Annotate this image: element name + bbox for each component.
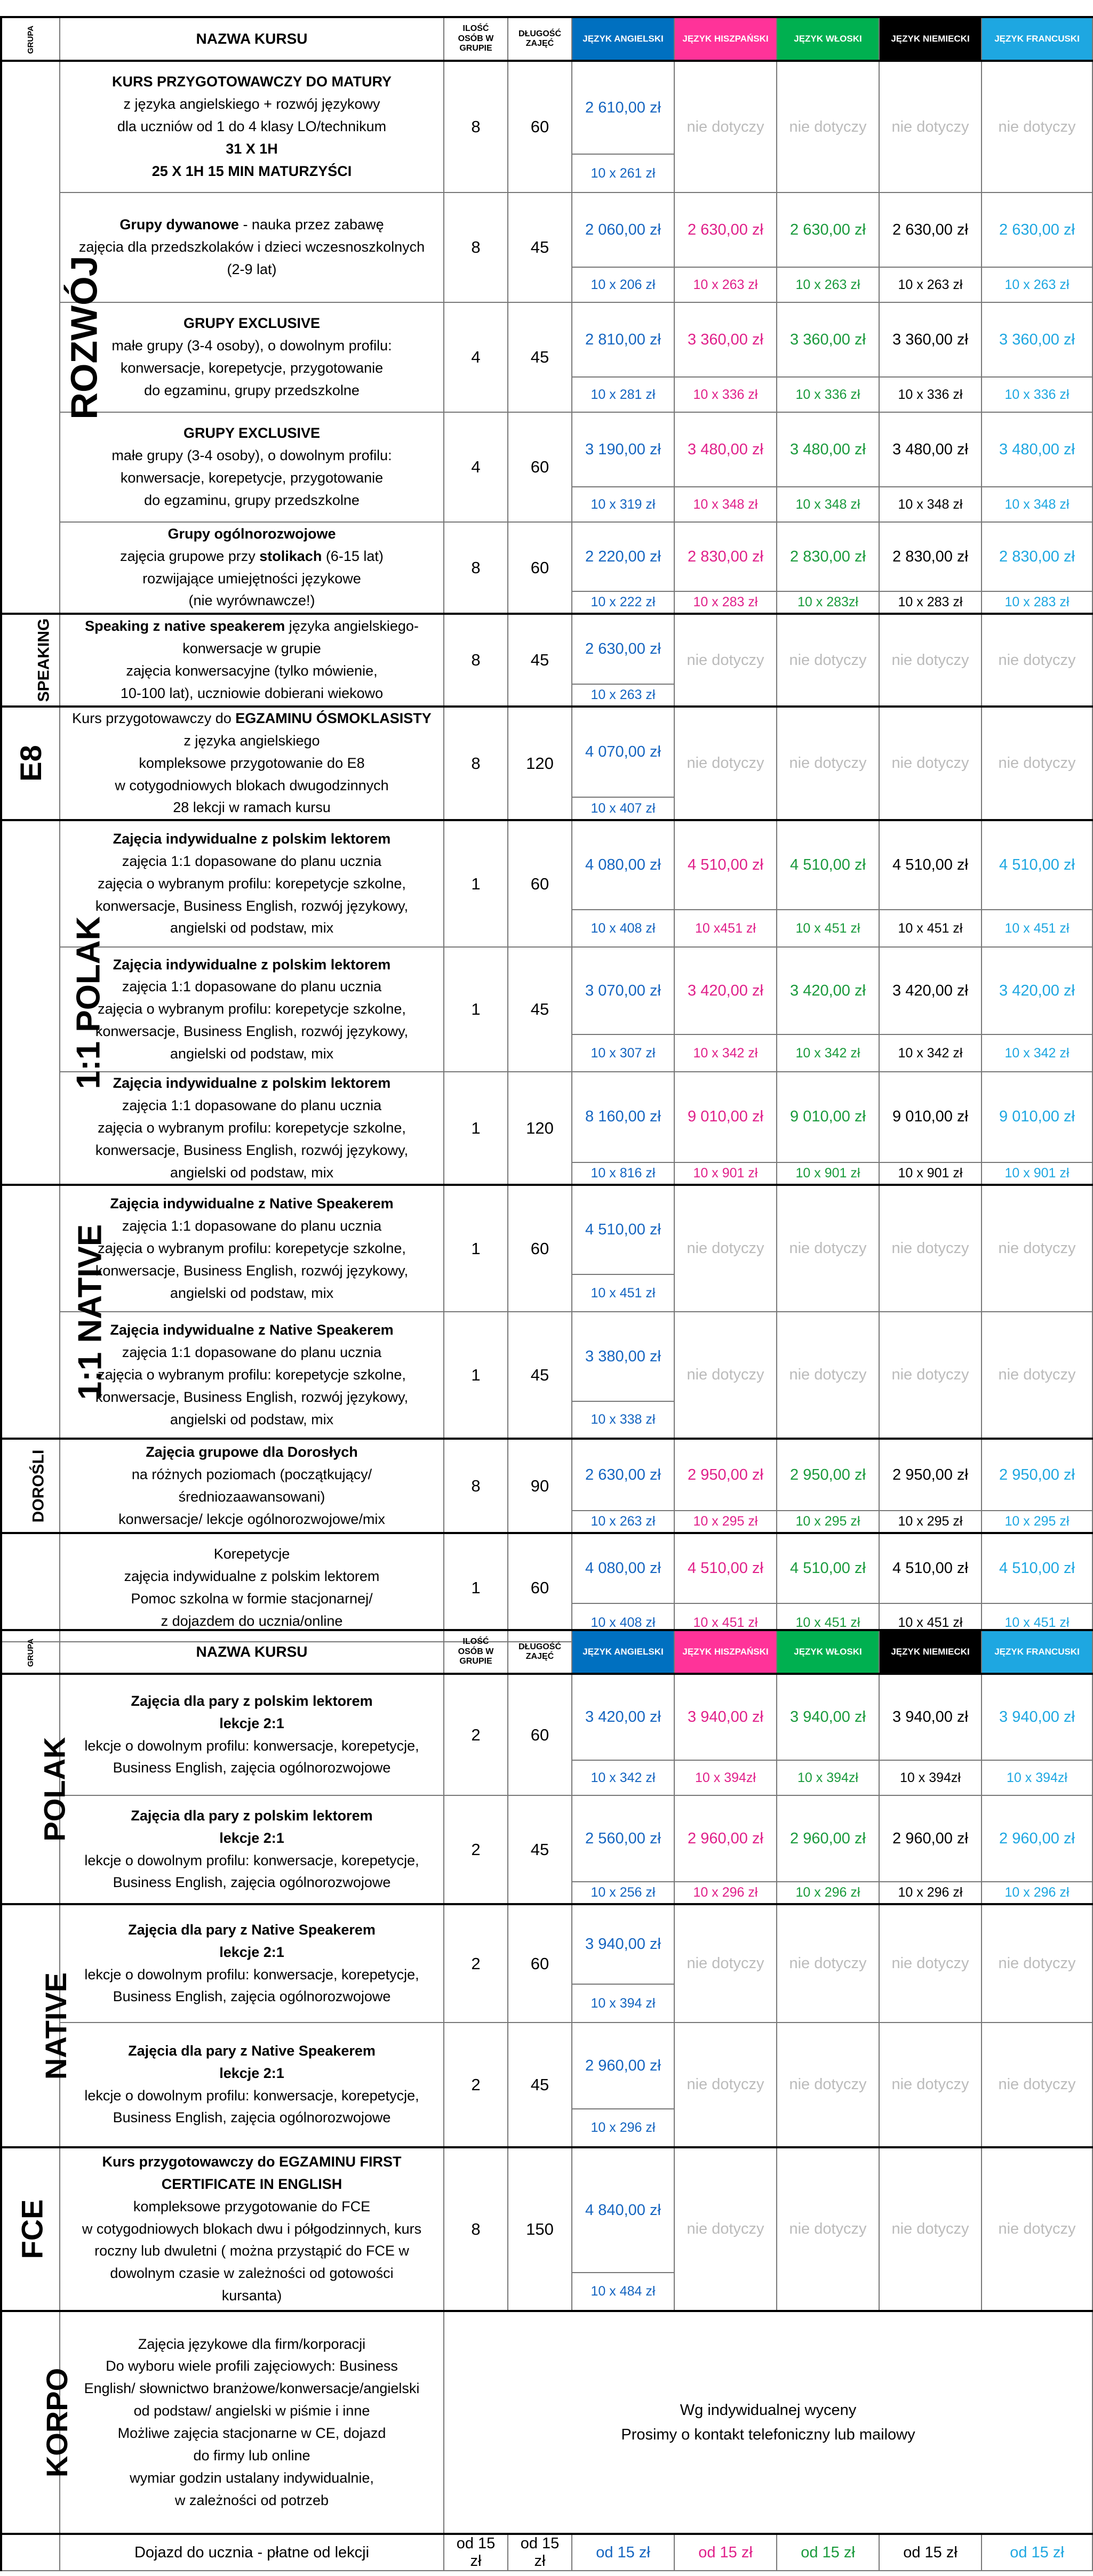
group-size: 1 — [444, 1533, 508, 1642]
course-description: Kurs przygotowawczy do EGZAMINU FIRST CERTIFICATE IN ENGLISH kompleksowe przygotowanie do FCE w cotygodniowych blokach dwu i półgodzinnych, kurs roczny lub dwuletni ( można przystąpić do FCE w dowolnym czasie w zależności od gotowości kursanta) — [60, 2147, 444, 2311]
group-polak11 — [1, 820, 107, 1185]
header-nazwa-kursu: NAZWA KURSU — [60, 1630, 444, 1674]
course-row — [1, 522, 1092, 591]
not-applicable-de: nie dotyczy — [879, 614, 982, 707]
installment-en: 10 x 319 zł — [572, 487, 674, 522]
price-it: 3 480,00 zł — [777, 412, 879, 487]
not-applicable-fr: nie dotyczy — [982, 2147, 1092, 2311]
installment-fr: 10 x 394zł — [982, 1760, 1092, 1795]
not-applicable-it: nie dotyczy — [777, 2023, 879, 2147]
price-en: 2 610,00 zł — [572, 61, 674, 154]
price-it: 4 510,00 zł — [777, 1533, 879, 1603]
installment-de: 10 x 296 zł — [879, 1882, 982, 1904]
lesson-length: 60 — [508, 61, 572, 192]
installment-it: 10 x 342 zł — [777, 1034, 879, 1072]
lesson-length: 60 — [508, 1533, 572, 1642]
not-applicable-it: nie dotyczy — [777, 61, 879, 192]
course-description: Zajęcia indywidualne z polskim lektorem zajęcia 1:1 dopasowane do planu ucznia zajęcia o wybranym profilu: korepetycje szkolne, konwersacje, Business English, rozwój językowy, angielski od podstaw, mix — [60, 1072, 444, 1185]
group-size: 1 — [444, 1072, 508, 1185]
price-es: 2 630,00 zł — [674, 192, 777, 267]
travel-fee-length: od 15 zł — [508, 2534, 572, 2571]
installment-en: 10 x 484 zł — [572, 2273, 674, 2311]
installment-en: 10 x 407 zł — [572, 797, 674, 820]
course-description: Zajęcia indywidualne z Native Speakerem zajęcia 1:1 dopasowane do planu ucznia zajęcia o wybranym profilu: korepetycje szkolne, konwersacje, Business English, rozwój językowy, angielski od podstaw, mix — [60, 1185, 444, 1312]
installment-es: 10 x 451 zł — [674, 1603, 777, 1642]
price-es: 3 420,00 zł — [674, 947, 777, 1034]
group-size: 8 — [444, 192, 508, 302]
travel-fee-size: od 15 zł — [444, 2534, 508, 2571]
lesson-length: 60 — [508, 1674, 572, 1795]
group-e8 — [1, 707, 60, 820]
group-size: 1 — [444, 1312, 508, 1439]
travel-fee-label: Dojazd do ucznia - płatne od lekcji — [60, 2534, 444, 2571]
course-row — [1, 302, 1092, 377]
installment-it: 10 x 451 zł — [777, 910, 879, 947]
price-fr: 3 940,00 zł — [982, 1674, 1092, 1760]
header-grupa — [1, 1630, 60, 1674]
travel-fee-en: od 15 zł — [572, 2534, 674, 2571]
price-es: 4 510,00 zł — [674, 1533, 777, 1603]
installment-de: 10 x 263 zł — [879, 267, 982, 302]
group-size: 2 — [444, 2023, 508, 2147]
price-en: 2 060,00 zł — [572, 192, 674, 267]
installment-en: 10 x 342 zł — [572, 1760, 674, 1795]
group-size: 2 — [444, 1795, 508, 1904]
installment-fr: 10 x 283 zł — [982, 591, 1092, 614]
lesson-length: 120 — [508, 707, 572, 820]
course-description: Zajęcia dla pary z polskim lektorem lekcje 2:1 lekcje o dowolnym profilu: konwersacje, korepetycje, Business English, zajęcia ogólnorozwojowe — [60, 1674, 444, 1795]
not-applicable-es: nie dotyczy — [674, 1312, 777, 1439]
price-es: 2 830,00 zł — [674, 522, 777, 591]
price-en: 2 810,00 zł — [572, 302, 674, 377]
not-applicable-de: nie dotyczy — [879, 2147, 982, 2311]
installment-en: 10 x 263 zł — [572, 684, 674, 707]
header-lang-it: JĘZYK WŁOSKI — [777, 17, 879, 61]
course-row — [1, 614, 1092, 684]
header-lang-de: JĘZYK NIEMIECKI — [879, 1630, 982, 1674]
group-label: ROZWÓJ — [63, 255, 105, 420]
installment-en: 10 x 816 zł — [572, 1162, 674, 1185]
course-row — [1, 1904, 1092, 1984]
lesson-length: 60 — [508, 412, 572, 522]
price-es: 9 010,00 zł — [674, 1072, 777, 1162]
travel-fee-fr: od 15 zł — [982, 2534, 1092, 2571]
header-lang-fr: JĘZYK FRANCUSKI — [982, 1630, 1092, 1674]
installment-es: 10 x 295 zł — [674, 1511, 777, 1533]
price-en: 3 070,00 zł — [572, 947, 674, 1034]
not-applicable-de: nie dotyczy — [879, 707, 982, 820]
course-row — [1, 1795, 1092, 1882]
course-row — [1, 2147, 1092, 2273]
installment-it: 10 x 901 zł — [777, 1162, 879, 1185]
installment-de: 10 x 901 zł — [879, 1162, 982, 1185]
course-row — [1, 1072, 1092, 1162]
course-description: Grupy ogólnorozwojowe zajęcia grupowe przy stolikach (6-15 lat) rozwijające umiejętności językowe (nie wyrównawcze!) — [60, 522, 444, 614]
group-size: 8 — [444, 707, 508, 820]
installment-en: 10 x 408 zł — [572, 910, 674, 947]
installment-en: 10 x 263 zł — [572, 1511, 674, 1533]
course-row — [1, 412, 1092, 487]
korpo-row — [1, 2311, 1092, 2534]
price-it: 3 940,00 zł — [777, 1674, 879, 1760]
course-description: Zajęcia dla pary z polskim lektorem lekcje 2:1 lekcje o dowolnym profilu: konwersacje, korepetycje, Business English, zajęcia ogólnorozwojowe — [60, 1795, 444, 1904]
installment-es: 10 x 283 zł — [674, 591, 777, 614]
not-applicable-fr: nie dotyczy — [982, 1312, 1092, 1439]
group-label: KORPO — [40, 2368, 74, 2477]
installment-es: 10 x 263 zł — [674, 267, 777, 302]
group-label: E8 — [14, 745, 47, 782]
price-es: 3 940,00 zł — [674, 1674, 777, 1760]
group-rozwoj — [1, 61, 105, 614]
group-size: 8 — [444, 2147, 508, 2311]
not-applicable-fr: nie dotyczy — [982, 614, 1092, 707]
installment-fr: 10 x 263 zł — [982, 267, 1092, 302]
group-dorosli — [1, 1439, 60, 1533]
installment-de: 10 x 295 zł — [879, 1511, 982, 1533]
course-description: Zajęcia grupowe dla Dorosłych na różnych poziomach (początkujący/ średniozaawansowani) konwersacje/ lekcje ogólnorozwojowe/mix — [60, 1439, 444, 1533]
group-size: 4 — [444, 412, 508, 522]
not-applicable-it: nie dotyczy — [777, 1904, 879, 2023]
installment-es: 10 x 394zł — [674, 1760, 777, 1795]
group-label: POLAK — [37, 1737, 71, 1841]
group-size: 8 — [444, 614, 508, 707]
lesson-length: 45 — [508, 947, 572, 1072]
group-size: 2 — [444, 1674, 508, 1795]
course-description: Zajęcia dla pary z Native Speakerem lekcje 2:1 lekcje o dowolnym profilu: konwersacje, korepetycje, Business English, zajęcia ogólnorozwojowe — [60, 1904, 444, 2023]
lesson-length: 90 — [508, 1439, 572, 1533]
installment-en: 10 x 222 zł — [572, 591, 674, 614]
header-lang-it: JĘZYK WŁOSKI — [777, 1630, 879, 1674]
course-description: Grupy dywanowe - nauka przez zabawę zajęcia dla przedszkolaków i dzieci wczesnoszkolnych (2-9 lat) — [60, 192, 444, 302]
header-nazwa-kursu: NAZWA KURSU — [60, 17, 444, 61]
lesson-length: 45 — [508, 192, 572, 302]
header-lang-es: JĘZYK HISZPAŃSKI — [674, 1630, 777, 1674]
installment-en: 10 x 307 zł — [572, 1034, 674, 1072]
price-it: 2 830,00 zł — [777, 522, 879, 591]
installment-de: 10 x 336 zł — [879, 377, 982, 412]
header-row — [1, 17, 1092, 61]
lesson-length: 60 — [508, 1185, 572, 1312]
installment-fr: 10 x 336 zł — [982, 377, 1092, 412]
price-it: 9 010,00 zł — [777, 1072, 879, 1162]
lesson-length: 45 — [508, 614, 572, 707]
price-es: 4 510,00 zł — [674, 820, 777, 910]
not-applicable-fr: nie dotyczy — [982, 61, 1092, 192]
not-applicable-de: nie dotyczy — [879, 1904, 982, 2023]
price-de: 3 360,00 zł — [879, 302, 982, 377]
course-description: Zajęcia indywidualne z polskim lektorem zajęcia 1:1 dopasowane do planu ucznia zajęcia o wybranym profilu: korepetycje szkolne, konwersacje, Business English, rozwój językowy, angielski od podstaw, mix — [60, 820, 444, 947]
not-applicable-fr: nie dotyczy — [982, 1185, 1092, 1312]
price-table-1 — [0, 16, 1093, 1642]
installment-fr: 10 x 296 zł — [982, 1882, 1092, 1904]
installment-es: 10 x 336 zł — [674, 377, 777, 412]
price-es: 3 360,00 zł — [674, 302, 777, 377]
price-en: 3 190,00 zł — [572, 412, 674, 487]
price-it: 4 510,00 zł — [777, 820, 879, 910]
group-size: 8 — [444, 522, 508, 614]
installment-de: 10 x 348 zł — [879, 487, 982, 522]
not-applicable-it: nie dotyczy — [777, 614, 879, 707]
header-dlugosc-zajec: DŁUGOŚĆ ZAJĘĆ — [508, 17, 572, 61]
not-applicable-it: nie dotyczy — [777, 2147, 879, 2311]
travel-fee-row — [1, 2534, 1092, 2571]
price-it: 3 420,00 zł — [777, 947, 879, 1034]
installment-de: 10 x 283 zł — [879, 591, 982, 614]
price-fr: 2 830,00 zł — [982, 522, 1092, 591]
installment-es: 10 x 901 zł — [674, 1162, 777, 1185]
price-fr: 2 630,00 zł — [982, 192, 1092, 267]
installment-en: 10 x 256 zł — [572, 1882, 674, 1904]
group-size: 1 — [444, 947, 508, 1072]
installment-it: 10 x 394zł — [777, 1760, 879, 1795]
group-empty — [1, 1533, 60, 1642]
price-en: 2 630,00 zł — [572, 1439, 674, 1511]
price-en: 4 080,00 zł — [572, 820, 674, 910]
group-size: 8 — [444, 61, 508, 192]
not-applicable-fr: nie dotyczy — [982, 707, 1092, 820]
not-applicable-de: nie dotyczy — [879, 1312, 982, 1439]
not-applicable-es: nie dotyczy — [674, 707, 777, 820]
installment-it: 10 x 283zł — [777, 591, 879, 614]
price-de: 3 940,00 zł — [879, 1674, 982, 1760]
group-size: 8 — [444, 1439, 508, 1533]
price-en: 3 940,00 zł — [572, 1904, 674, 1984]
group-native — [1, 1904, 73, 2147]
price-fr: 2 950,00 zł — [982, 1439, 1092, 1511]
installment-es: 10 x 348 zł — [674, 487, 777, 522]
installment-fr: 10 x 348 zł — [982, 487, 1092, 522]
group-empty — [1, 2534, 60, 2571]
course-description: Zajęcia indywidualne z polskim lektorem zajęcia 1:1 dopasowane do planu ucznia zajęcia o wybranym profilu: korepetycje szkolne, konwersacje, Business English, rozwój językowy, angielski od podstaw, mix — [60, 947, 444, 1072]
not-applicable-de: nie dotyczy — [879, 2023, 982, 2147]
course-row — [1, 61, 1092, 154]
price-en: 4 070,00 zł — [572, 707, 674, 797]
course-description: KURS PRZYGOTOWAWCZY DO MATURY z języka angielskiego + rozwój językowy dla uczniów od 1 do 4 klasy LO/technikum 31 X 1H 25 X 1H 15 MIN MATURZYŚCI — [60, 61, 444, 192]
lesson-length: 60 — [508, 522, 572, 614]
installment-it: 10 x 263 zł — [777, 267, 879, 302]
not-applicable-de: nie dotyczy — [879, 61, 982, 192]
group-native11 — [1, 1185, 109, 1439]
installment-en: 10 x 408 zł — [572, 1603, 674, 1642]
individual-pricing: Wg indywidualnej wyceny Prosimy o kontakt telefoniczny lub mailowy — [444, 2311, 1092, 2534]
price-fr: 3 480,00 zł — [982, 412, 1092, 487]
installment-de: 10 x 394zł — [879, 1760, 982, 1795]
lesson-length: 45 — [508, 2023, 572, 2147]
header-lang-fr: JĘZYK FRANCUSKI — [982, 17, 1092, 61]
group-label: FCE — [15, 2199, 49, 2259]
header-grupa-label: GRUPA — [26, 25, 35, 54]
lesson-length: 60 — [508, 820, 572, 947]
price-fr: 4 510,00 zł — [982, 1533, 1092, 1603]
course-row — [1, 1439, 1092, 1511]
installment-it: 10 x 348 zł — [777, 487, 879, 522]
installment-en: 10 x 281 zł — [572, 377, 674, 412]
installment-de: 10 x 451 zł — [879, 910, 982, 947]
course-row — [1, 1312, 1092, 1401]
korpo-description: Zajęcia językowe dla firm/korporacji Do wyboru wiele profili zajęciowych: Business English/ słownictwo branżowe/konwersacje/angielski od podstaw/ angielski w piśmie i inne Możliwe zajęcia stacjonarne w CE, dojazd do firmy lub online wymiar godzin ustalany indywidualnie, w zależności od potrzeb — [60, 2311, 444, 2534]
group-speaking — [1, 614, 60, 707]
header-row — [1, 1630, 1092, 1674]
course-description: Zajęcia dla pary z Native Speakerem lekcje 2:1 lekcje o dowolnym profilu: konwersacje, korepetycje, Business English, zajęcia ogólnorozwojowe — [60, 2023, 444, 2147]
lesson-length: 60 — [508, 1904, 572, 2023]
price-en: 8 160,00 zł — [572, 1072, 674, 1162]
price-es: 3 480,00 zł — [674, 412, 777, 487]
header-ilosc-osob: ILOŚĆ OSÓB W GRUPIE — [444, 1630, 508, 1674]
price-de: 2 630,00 zł — [879, 192, 982, 267]
price-en: 3 380,00 zł — [572, 1312, 674, 1401]
price-it: 2 630,00 zł — [777, 192, 879, 267]
installment-fr: 10 x 451 zł — [982, 910, 1092, 947]
price-it: 2 950,00 zł — [777, 1439, 879, 1511]
course-description: GRUPY EXCLUSIVE małe grupy (3-4 osoby), o dowolnym profilu: konwersacje, korepetycje, przygotowanie do egzaminu, grupy przedszkolne — [60, 412, 444, 522]
course-row — [1, 947, 1092, 1034]
price-en: 2 630,00 zł — [572, 614, 674, 684]
course-description: Korepetycje zajęcia indywidualne z polskim lektorem Pomoc szkolna w formie stacjonarnej/ z dojazdem do ucznia/online — [60, 1533, 444, 1642]
installment-es: 10 x451 zł — [674, 910, 777, 947]
group-label: NATIVE — [39, 1972, 73, 2080]
installment-fr: 10 x 342 zł — [982, 1034, 1092, 1072]
group-korpo — [1, 2311, 74, 2534]
installment-es: 10 x 296 zł — [674, 1882, 777, 1904]
price-de: 2 960,00 zł — [879, 1795, 982, 1882]
not-applicable-es: nie dotyczy — [674, 1185, 777, 1312]
header-grupa-label: GRUPA — [26, 1638, 35, 1667]
lesson-length: 45 — [508, 1312, 572, 1439]
header-ilosc-osob: ILOŚĆ OSÓB W GRUPIE — [444, 17, 508, 61]
header-lang-en: JĘZYK ANGIELSKI — [572, 1630, 674, 1674]
lesson-length: 120 — [508, 1072, 572, 1185]
price-de: 9 010,00 zł — [879, 1072, 982, 1162]
not-applicable-it: nie dotyczy — [777, 707, 879, 820]
travel-fee-es: od 15 zł — [674, 2534, 777, 2571]
price-fr: 3 420,00 zł — [982, 947, 1092, 1034]
installment-es: 10 x 342 zł — [674, 1034, 777, 1072]
group-label: SPEAKING — [35, 618, 53, 702]
header-lang-de: JĘZYK NIEMIECKI — [879, 17, 982, 61]
price-de: 3 420,00 zł — [879, 947, 982, 1034]
header-lang-en: JĘZYK ANGIELSKI — [572, 17, 674, 61]
header-lang-es: JĘZYK HISZPAŃSKI — [674, 17, 777, 61]
not-applicable-it: nie dotyczy — [777, 1185, 879, 1312]
not-applicable-fr: nie dotyczy — [982, 2023, 1092, 2147]
price-fr: 3 360,00 zł — [982, 302, 1092, 377]
installment-it: 10 x 296 zł — [777, 1882, 879, 1904]
travel-fee-it: od 15 zł — [777, 2534, 879, 2571]
installment-fr: 10 x 901 zł — [982, 1162, 1092, 1185]
price-en: 4 510,00 zł — [572, 1185, 674, 1274]
course-description: Zajęcia indywidualne z Native Speakerem zajęcia 1:1 dopasowane do planu ucznia zajęcia o wybranym profilu: korepetycje szkolne, konwersacje, Business English, rozwój językowy, angielski od podstaw, mix — [60, 1312, 444, 1439]
installment-en: 10 x 394 zł — [572, 1984, 674, 2023]
price-fr: 2 960,00 zł — [982, 1795, 1092, 1882]
course-row — [1, 820, 1092, 910]
price-de: 4 510,00 zł — [879, 1533, 982, 1603]
course-description: Kurs przygotowawczy do EGZAMINU ÓSMOKLASISTY z języka angielskiego kompleksowe przygotowanie do E8 w cotygodniowych blokach dwugodzinnych 28 lekcji w ramach kursu — [60, 707, 444, 820]
travel-fee-de: od 15 zł — [879, 2534, 982, 2571]
group-label: DOROŚLI — [29, 1449, 47, 1523]
not-applicable-es: nie dotyczy — [674, 2147, 777, 2311]
course-row — [1, 707, 1092, 797]
price-en: 2 960,00 zł — [572, 2023, 674, 2109]
not-applicable-es: nie dotyczy — [674, 1904, 777, 2023]
course-row — [1, 192, 1092, 267]
price-es: 2 960,00 zł — [674, 1795, 777, 1882]
course-row — [1, 1533, 1092, 1603]
installment-it: 10 x 451 zł — [777, 1603, 879, 1642]
course-row — [1, 1674, 1092, 1760]
price-es: 2 950,00 zł — [674, 1439, 777, 1511]
installment-fr: 10 x 295 zł — [982, 1511, 1092, 1533]
course-description: GRUPY EXCLUSIVE małe grupy (3-4 osoby), o dowolnym profilu: konwersacje, korepetycje, przygotowanie do egzaminu, grupy przedszkolne — [60, 302, 444, 412]
not-applicable-es: nie dotyczy — [674, 614, 777, 707]
installment-fr: 10 x 451 zł — [982, 1603, 1092, 1642]
lesson-length: 150 — [508, 2147, 572, 2311]
price-de: 2 830,00 zł — [879, 522, 982, 591]
price-de: 2 950,00 zł — [879, 1439, 982, 1511]
price-it: 3 360,00 zł — [777, 302, 879, 377]
installment-it: 10 x 295 zł — [777, 1511, 879, 1533]
lesson-length: 45 — [508, 1795, 572, 1904]
group-size: 1 — [444, 820, 508, 947]
course-description: Speaking z native speakerem języka angielskiego- konwersacje w grupie zajęcia konwersacyjne (tylko mówienie, 10-100 lat), uczniowie dobierani wiekowo — [60, 614, 444, 707]
installment-en: 10 x 451 zł — [572, 1274, 674, 1312]
price-en: 3 420,00 zł — [572, 1674, 674, 1760]
installment-de: 10 x 451 zł — [879, 1603, 982, 1642]
price-en: 2 560,00 zł — [572, 1795, 674, 1882]
price-en: 4 080,00 zł — [572, 1533, 674, 1603]
price-en: 2 220,00 zł — [572, 522, 674, 591]
lesson-length: 45 — [508, 302, 572, 412]
course-row — [1, 2023, 1092, 2109]
installment-en: 10 x 261 zł — [572, 154, 674, 192]
installment-en: 10 x 206 zł — [572, 267, 674, 302]
course-row — [1, 1185, 1092, 1274]
not-applicable-it: nie dotyczy — [777, 1312, 879, 1439]
not-applicable-fr: nie dotyczy — [982, 1904, 1092, 2023]
not-applicable-es: nie dotyczy — [674, 2023, 777, 2147]
price-de: 3 480,00 zł — [879, 412, 982, 487]
price-de: 4 510,00 zł — [879, 820, 982, 910]
group-label: 1:1 NATIVE — [71, 1224, 109, 1400]
price-fr: 9 010,00 zł — [982, 1072, 1092, 1162]
group-size: 1 — [444, 1185, 508, 1312]
price-fr: 4 510,00 zł — [982, 820, 1092, 910]
price-it: 2 960,00 zł — [777, 1795, 879, 1882]
group-size: 4 — [444, 302, 508, 412]
group-label: 1:1 POLAK — [70, 916, 107, 1089]
installment-de: 10 x 342 zł — [879, 1034, 982, 1072]
not-applicable-de: nie dotyczy — [879, 1185, 982, 1312]
price-table-2 — [0, 1629, 1093, 2571]
header-grupa — [1, 17, 60, 61]
not-applicable-es: nie dotyczy — [674, 61, 777, 192]
header-dlugosc-zajec: DŁUGOŚĆ ZAJĘĆ — [508, 1630, 572, 1674]
group-size: 2 — [444, 1904, 508, 2023]
group-fce — [1, 2147, 60, 2311]
price-en: 4 840,00 zł — [572, 2147, 674, 2273]
installment-en: 10 x 296 zł — [572, 2109, 674, 2147]
installment-it: 10 x 336 zł — [777, 377, 879, 412]
group-polak — [1, 1674, 71, 1904]
installment-en: 10 x 338 zł — [572, 1401, 674, 1439]
